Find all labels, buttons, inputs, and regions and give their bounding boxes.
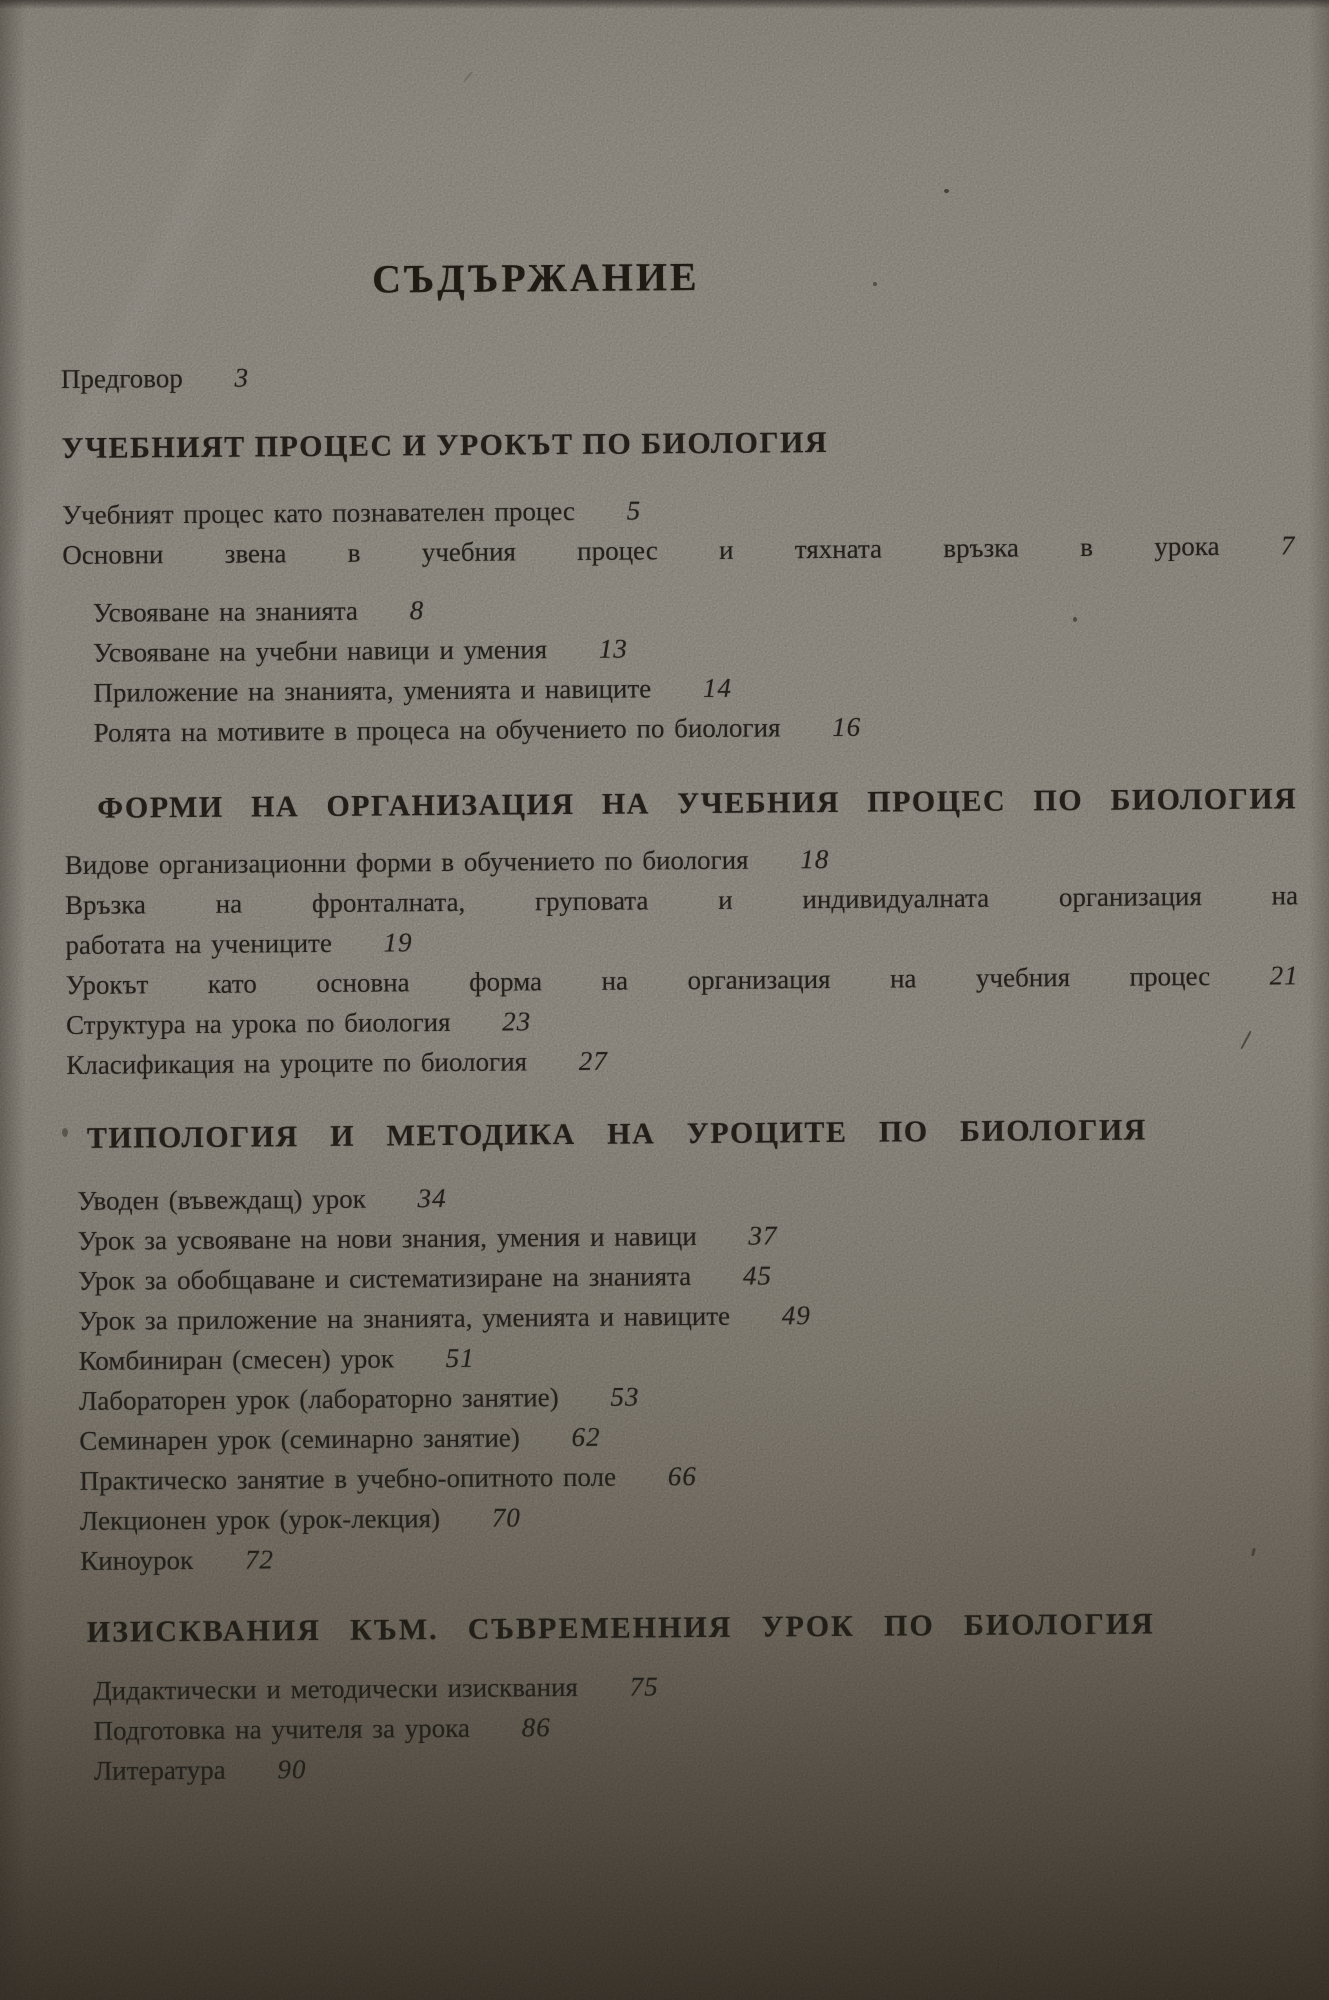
toc-entry-title: Уводен (въвеждащ) урок: [77, 1183, 366, 1216]
toc-entry-page-number: 7: [1280, 530, 1296, 561]
toc-entry-title: Практическо занятие в учебно-опитното поле: [79, 1461, 617, 1496]
toc-section-heading: [87, 1604, 1155, 1652]
toc-entry-page-number: 3: [234, 362, 250, 393]
toc-entry-page-number: 23: [502, 1006, 532, 1037]
toc-entry-page-number: 45: [742, 1260, 773, 1291]
toc-entry-page-number: 70: [491, 1502, 521, 1533]
toc-entry-page-number: 66: [667, 1461, 697, 1492]
toc-entry: [61, 349, 1294, 399]
toc-entry-title: Комбиниран (смесен) урок: [78, 1343, 395, 1376]
toc-section-heading-label: ФОРМИ НА ОРГАНИЗАЦИЯ НА УЧЕБНИЯ ПРОЦЕС ПО БИОЛОГИЯ: [97, 782, 1298, 825]
toc-entry-page-number: 13: [598, 633, 628, 664]
toc-entry-title: Урокът като основна форма на организация на учебния процес: [65, 960, 1211, 1000]
toc-entry-title: Основни звена в учебния процес и тяхната връзка в урока: [62, 530, 1220, 570]
toc-entry-title: Връзка на фронталната, груповата и индивидуалната организация на: [64, 880, 1299, 920]
toc-entry-title: Урок за усвояване на нови знания, умения и навици: [77, 1221, 697, 1256]
toc-entry-title: Видове организационни форми в обучението по биология: [64, 844, 749, 880]
toc-section-heading: [61, 419, 1294, 469]
toc-entry-title: Семинарен урок (семинарно занятие): [79, 1422, 520, 1456]
toc-entry-title: Лекционен урок (урок-лекция): [79, 1503, 441, 1536]
toc-entry-title: Урок за приложение на знанията, уменията и навиците: [78, 1300, 731, 1336]
toc-section-heading-label: УЧЕБНИЯТ ПРОЦЕС И УРОКЪТ ПО БИОЛОГИЯ: [61, 425, 829, 465]
toc-entry-title: Усвояване на учебни навици и умения: [92, 634, 548, 668]
toc-entry-page-number: 19: [383, 927, 413, 958]
paper-speck: [944, 189, 949, 193]
toc-entry-title: Киноурок: [80, 1544, 194, 1576]
toc-entry-title: Подготовка на учителя за урока: [93, 1712, 471, 1746]
toc-entry: [66, 1035, 1299, 1085]
toc-entry-page-number: 49: [781, 1300, 811, 1331]
table-of-contents: [60, 248, 1305, 1791]
toc-entry: [62, 525, 1295, 575]
toc-section-heading-label: ИЗИСКВАНИЯ КЪМ. СЪВРЕМЕННИЯ УРОК ПО БИОЛОГИЯ: [86, 1607, 1155, 1649]
toc-entry-page-number: 53: [610, 1381, 640, 1412]
toc-entry-page-number: 21: [1269, 960, 1299, 991]
toc-entry-page-number: 5: [626, 495, 642, 526]
toc-entry-title: Класификация на уроците по биология: [66, 1046, 528, 1080]
toc-entry: [80, 1531, 1303, 1581]
toc-entry-page-number: 18: [800, 843, 830, 875]
toc-entry-page-number: 14: [702, 672, 733, 703]
toc-entry-title: Урок за обобщаване и систематизиране на знанията: [77, 1261, 692, 1296]
toc-entry-page-number: 8: [409, 595, 425, 626]
toc-entry-page-number: 16: [832, 711, 862, 742]
toc-entry-page-number: 51: [445, 1342, 475, 1374]
toc-entry-title: работата на учениците: [65, 927, 332, 960]
toc-entry-page-number: 34: [417, 1182, 447, 1214]
toc-entry: [94, 1741, 1305, 1791]
paper-speck: [463, 71, 474, 83]
toc-entry-page-number: 86: [521, 1712, 551, 1743]
toc-entry-title: Усвояване на знанията: [92, 595, 359, 628]
toc-section-heading: [87, 1110, 1147, 1158]
toc-entry-page-number: 37: [748, 1220, 778, 1251]
toc-entry-title: Ролята на мотивите в процеса на обучението по биология: [93, 712, 781, 748]
toc-entry-page-number: 72: [244, 1544, 275, 1575]
toc-entry-title: Литература: [93, 1754, 226, 1786]
toc-rows: [61, 349, 1305, 1791]
toc-entry-page-number: 62: [571, 1421, 601, 1453]
toc-entry-page-number: 27: [578, 1045, 608, 1076]
toc-entry-page-number: 75: [629, 1671, 659, 1702]
toc-section-heading: [97, 779, 1297, 828]
toc-section-heading-label: ТИПОЛОГИЯ И МЕТОДИКА НА УРОЦИТЕ ПО БИОЛОГИЯ: [86, 1113, 1148, 1155]
toc-entry: [94, 703, 1297, 752]
toc-entry-title: Структура на урока по биология: [65, 1006, 451, 1040]
toc-entry-title: Лабораторен урок (лабораторно занятие): [78, 1382, 559, 1416]
toc-entry-page-number: 90: [277, 1754, 307, 1785]
toc-entry-title: Предговор: [60, 363, 183, 394]
page-title: СЪДЪРЖАНИЕ: [371, 253, 700, 302]
toc-entry-title: Приложение на знанията, уменията и навиците: [93, 673, 652, 708]
toc-entry-title: Учебният процес като познавателен процес: [61, 495, 576, 530]
toc-entry-title: Дидактически и методически изисквания: [93, 1671, 579, 1706]
